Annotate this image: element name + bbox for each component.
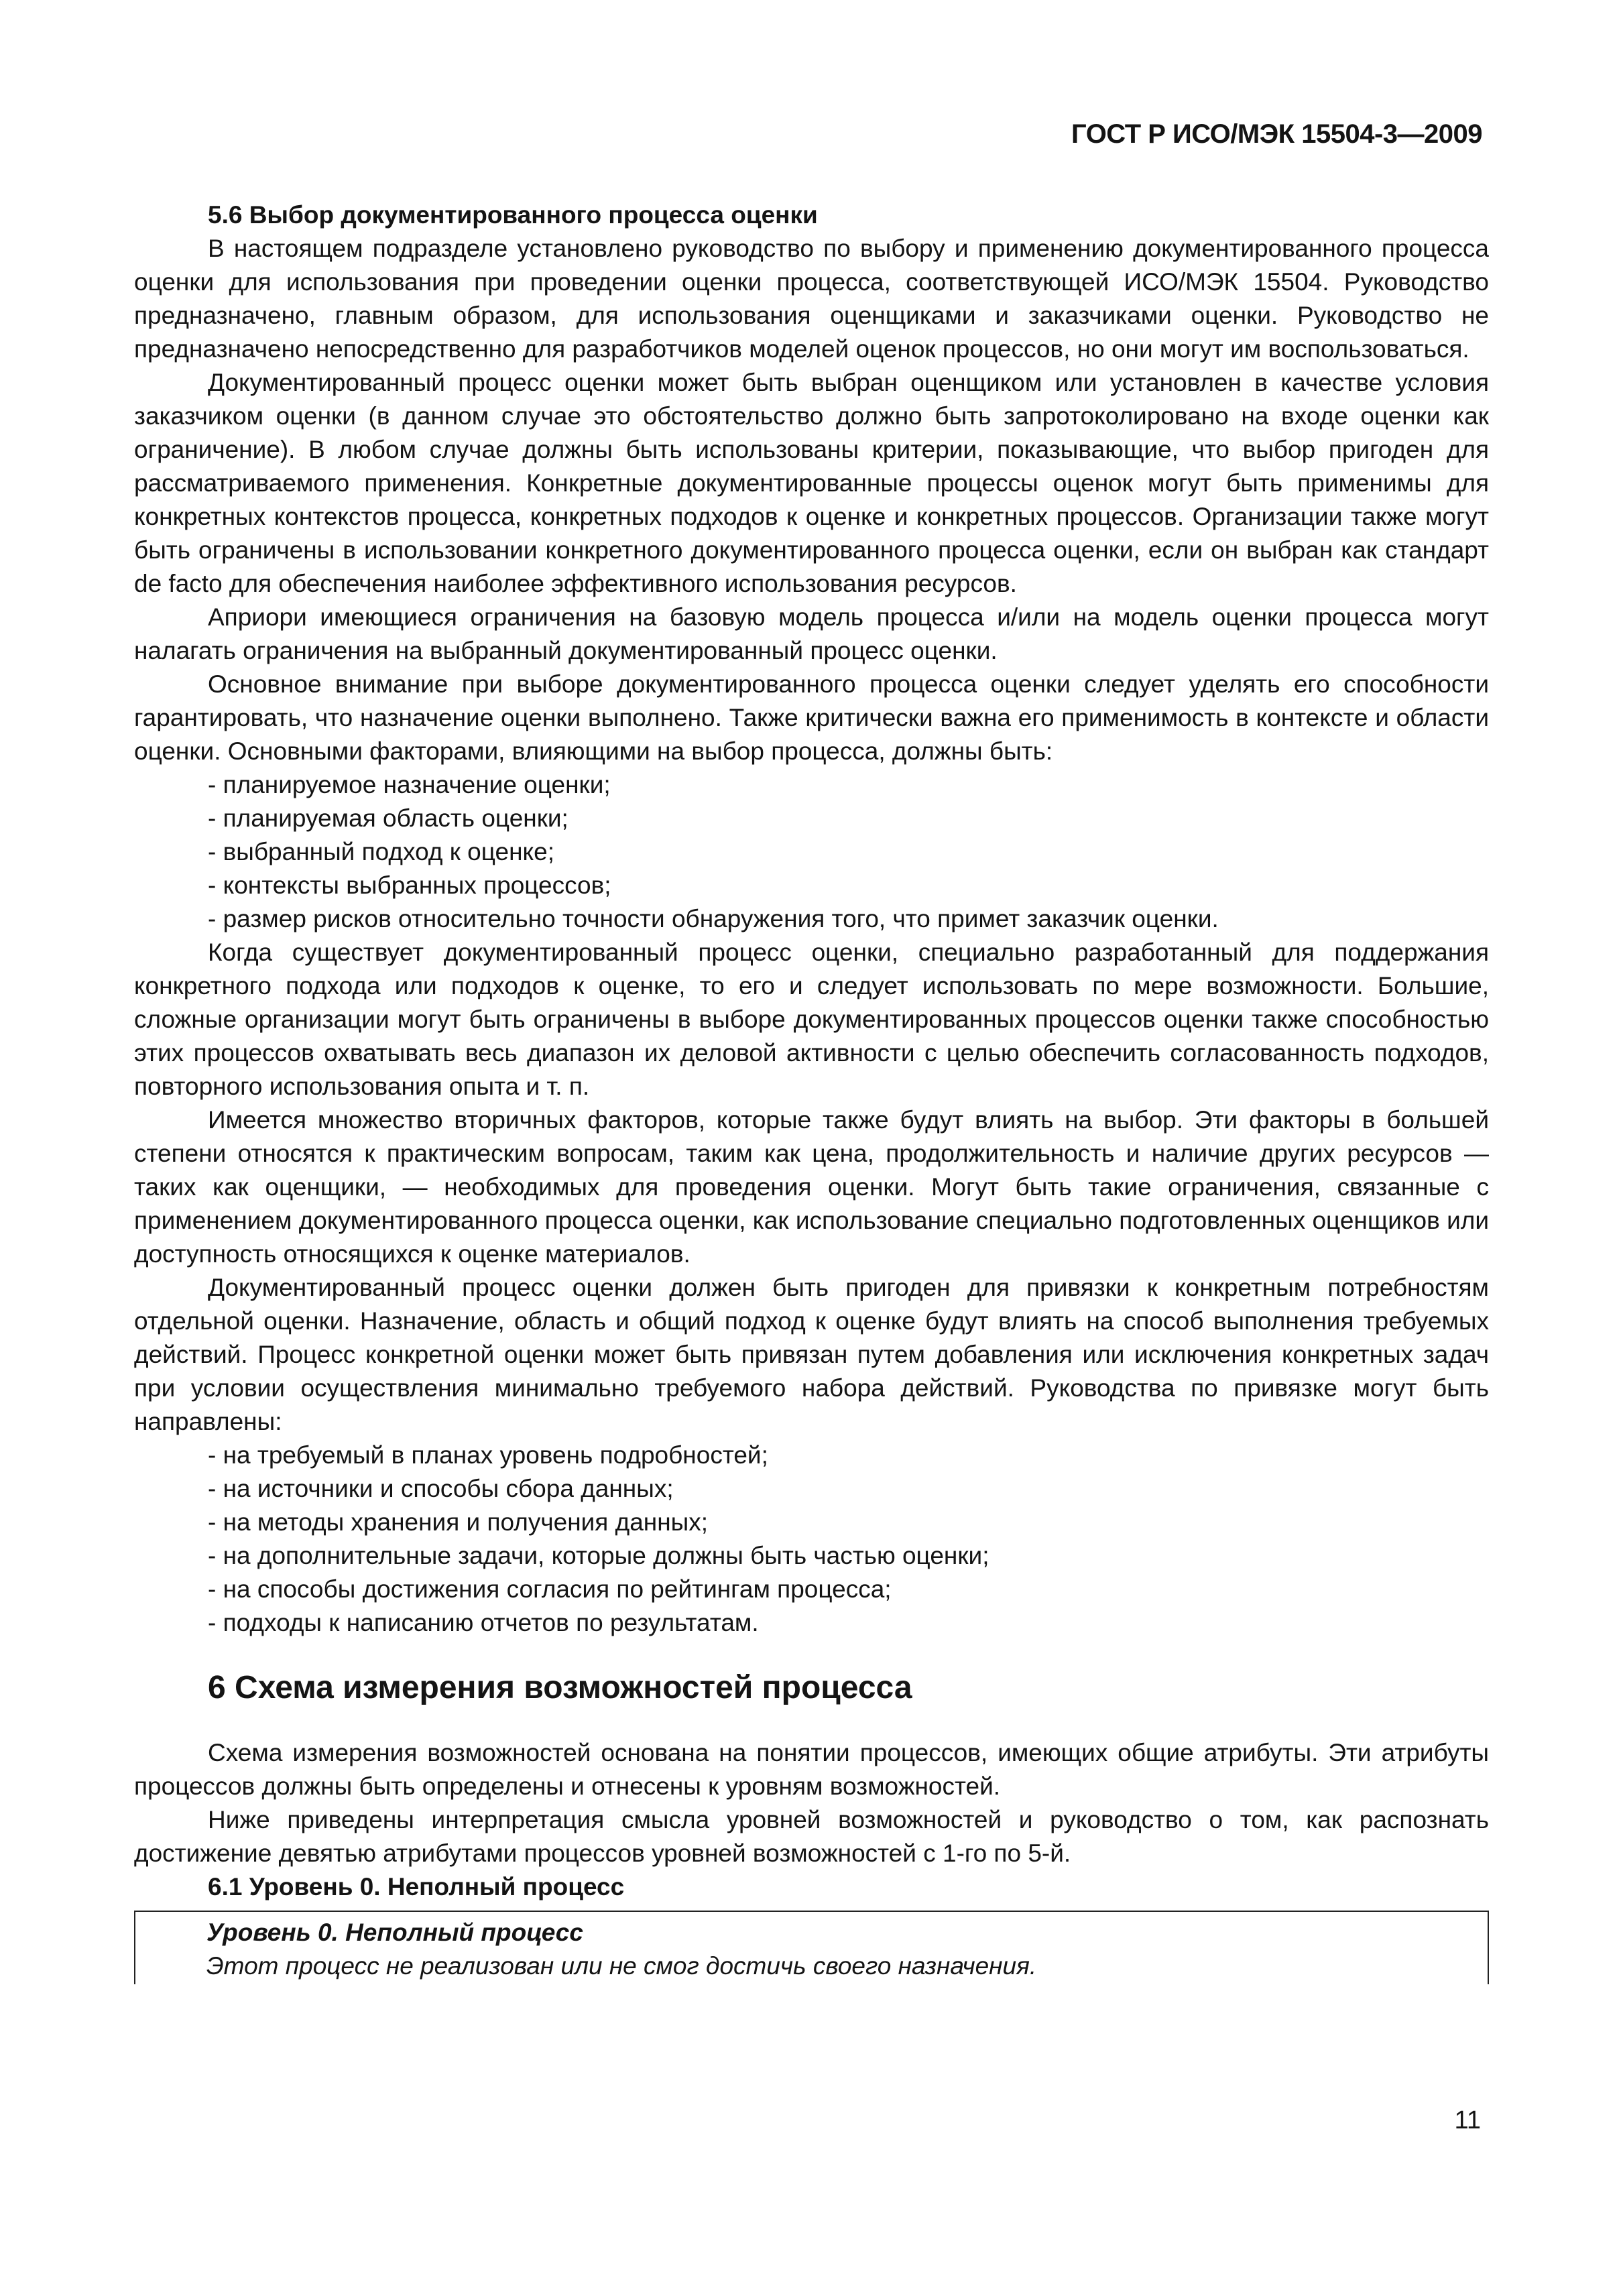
list-item: - планируемое назначение оценки;: [208, 771, 611, 798]
list-item: - размер рисков относительно точности обнаружения того, что примет заказчик оценки.: [208, 905, 1219, 932]
list-item: - на способы достижения согласия по рейтингам процесса;: [208, 1575, 892, 1603]
box-title: Уровень 0. Неполный процесс: [206, 1919, 583, 1946]
subsection-5-6-title: 5.6 Выбор документированного процесса оценки: [208, 201, 818, 229]
list-item: - на дополнительные задачи, которые должны быть частью оценки;: [208, 1542, 989, 1569]
paragraph: Основное внимание при выборе документированного процесса оценки следует уделять его способности гарантировать, что назначение оценки выполнено. Также критически важна его применимость в контексте и области оценки. Основными факторами, влияющими на выбор процесса, должны быть:: [134, 670, 1489, 765]
page-content: [134, 198, 1489, 1984]
level-0-definition-box: [134, 1911, 1489, 1984]
list-item: - на источники и способы сбора данных;: [208, 1475, 674, 1502]
selection-factors-list: [134, 768, 1489, 936]
paragraph: Документированный процесс оценки должен быть пригоден для привязки к конкретным потребностям отдельной оценки. Назначение, область и общий подход к оценке будут влиять на способ выполнения требуемых действий. Процесс конкретной оценки может быть привязан путем добавления или исключения конкретных задач при условии осуществления минимально требуемого набора действий. Руководства по привязке могут быть направлены:: [134, 1274, 1489, 1435]
list-item: - на требуемый в планах уровень подробностей;: [208, 1441, 768, 1469]
paragraph: Схема измерения возможностей основана на понятии процессов, имеющих общие атрибуты. Эти атрибуты процессов должны быть определены и отнесены к уровням возможностей.: [134, 1739, 1489, 1800]
standard-code-header: ГОСТ Р ИСО/МЭК 15504-3—2009: [1071, 119, 1482, 149]
list-item: - контексты выбранных процессов;: [208, 871, 611, 899]
subsection-6-1-title: 6.1 Уровень 0. Неполный процесс: [208, 1873, 625, 1900]
paragraph: В настоящем подразделе установлено руководство по выбору и применению документированного процесса оценки для использования при проведении оценки процесса, соответствующей ИСО/МЭК 15504. Руководство предназначено, главным образом, для использования оценщиками и заказчиками оценки. Руководство не предназначено непосредственно для разработчиков моделей оценок процессов, но они могут им воспользоваться.: [134, 235, 1489, 363]
list-item: - планируемая область оценки;: [208, 804, 568, 832]
list-item: - выбранный подход к оценке;: [208, 838, 555, 865]
tailoring-guidance-list: [134, 1439, 1489, 1640]
paragraph: Имеется множество вторичных факторов, которые также будут влиять на выбор. Эти факторы в большей степени относятся к практическим вопросам, таким как цена, продолжительность и наличие других ресурсов — таких как оценщики, — необходимых для проведения оценки. Могут быть такие ограничения, связанные с применением документированного процесса оценки, как использование специально подготовленных оценщиков или доступность относящихся к оценке материалов.: [134, 1106, 1489, 1268]
paragraph: Априори имеющиеся ограничения на базовую модель процесса и/или на модель оценки процесса могут налагать ограничения на выбранный документированный процесс оценки.: [134, 603, 1489, 664]
section-6-title: 6 Схема измерения возможностей процесса: [208, 1670, 912, 1705]
list-item: - подходы к написанию отчетов по результатам.: [208, 1609, 759, 1636]
paragraph: Ниже приведены интерпретация смысла уровней возможностей и руководство о том, как распознать достижение девятью атрибутами процессов уровней возможностей с 1-го по 5-й.: [134, 1806, 1489, 1867]
paragraph: Документированный процесс оценки может быть выбран оценщиком или установлен в качестве условия заказчиком оценки (в данном случае это обстоятельство должно быть запротоколировано на входе оценки как ограничение). В любом случае должны быть использованы критерии, показывающие, что выбор пригоден для рассматриваемого применения. Конкретные документированные процессы оценок могут быть применимы для конкретных контекстов процесса, конкретных подходов к оценке и конкретных процессов. Организации также могут быть ограничены в использовании конкретного документированного процесса оценки, если он выбран как стандарт de facto для обеспечения наиболее эффективного использования ресурсов.: [134, 369, 1489, 597]
page-number: 11: [1454, 2106, 1481, 2134]
box-text: Этот процесс не реализован или не смог достичь своего назначения.: [206, 1952, 1037, 1980]
paragraph: Когда существует документированный процесс оценки, специально разработанный для поддержания конкретного подхода или подходов к оценке, то его и следует использовать по мере возможности. Большие, сложные организации могут быть ограничены в выборе документированных процессов оценки также способностью этих процессов охватывать весь диапазон их деловой активности с целью обеспечить согласованность подходов, повторного использования опыта и т. п.: [134, 939, 1489, 1100]
list-item: - на методы хранения и получения данных;: [208, 1508, 709, 1536]
